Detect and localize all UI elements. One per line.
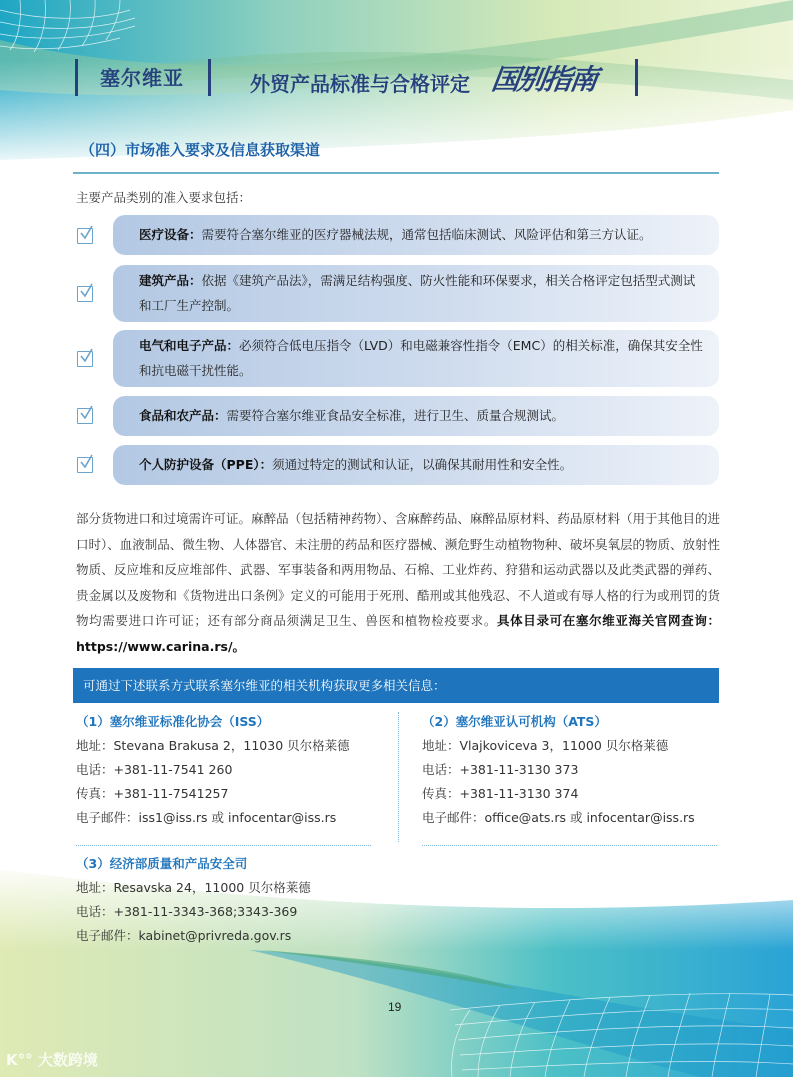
requirement-item xyxy=(73,215,719,255)
header-title: 外贸产品标准与合格评定 xyxy=(250,72,470,96)
org-address: 地址：Stevana Brakusa 2，11030 贝尔格莱德 xyxy=(76,738,350,753)
section-title: （四）市场准入要求及信息获取渠道 xyxy=(80,141,321,159)
import-license-paragraph xyxy=(76,506,720,659)
section-intro: 主要产品类别的准入要求包括： xyxy=(76,190,252,205)
dotted-divider xyxy=(76,845,371,846)
watermark-logo xyxy=(6,1049,98,1070)
header-country: 塞尔维亚 xyxy=(100,66,184,90)
org-phone: 电话：+381-11-3130 373 xyxy=(422,762,579,777)
customs-link-text: 具体目录可在塞尔维亚海关官网查询：https://www.carina.rs/。 xyxy=(76,613,720,654)
contact-banner: 可通过下述联系方式联系塞尔维亚的相关机构获取更多相关信息： xyxy=(73,668,719,703)
page-number: 19 xyxy=(388,1000,402,1014)
requirement-item xyxy=(73,330,719,387)
requirement-box xyxy=(113,445,719,485)
requirement-box xyxy=(113,396,719,436)
org-address: 地址：Vlajkoviceva 3，11000 贝尔格莱德 xyxy=(422,738,669,753)
checkbox-checked-icon xyxy=(77,351,93,367)
org-fax: 传真：+381-11-7541257 xyxy=(76,786,229,801)
requirement-box xyxy=(113,265,719,322)
requirement-label: 食品和农产品： xyxy=(139,408,227,423)
org-title: （2）塞尔维亚认可机构（ATS） xyxy=(422,714,607,729)
requirement-text: 依据《建筑产品法》，需满足结构强度、防火性能和环保要求，相关合格评定包括型式测试和工厂生产控制。 xyxy=(139,273,696,313)
requirement-label: 医疗设备： xyxy=(139,227,202,242)
org-title: （3）经济部质量和产品安全司 xyxy=(76,856,248,871)
requirement-label: 个人防护设备（PPE）： xyxy=(139,457,273,472)
contact-org-ats xyxy=(422,710,695,830)
requirement-text: 必须符合低电压指令（LVD）和电磁兼容性指令（EMC）的相关标准，确保其安全性和抗电磁干扰性能。 xyxy=(139,338,703,378)
contact-org-iss xyxy=(76,710,350,830)
org-fax: 传真：+381-11-3130 374 xyxy=(422,786,579,801)
dotted-divider xyxy=(422,845,717,846)
org-email: 电子邮件：iss1@iss.rs 或 infocentar@iss.rs xyxy=(76,810,337,825)
requirement-box xyxy=(113,215,719,255)
checkbox-checked-icon xyxy=(77,286,93,302)
requirement-item xyxy=(73,396,719,436)
requirement-label: 建筑产品： xyxy=(139,273,202,288)
watermark-icon: K°° xyxy=(6,1051,33,1069)
org-title: （1）塞尔维亚标准化协会（ISS） xyxy=(76,714,270,729)
header-title-script: 国别指南 xyxy=(489,63,599,96)
checkbox-checked-icon xyxy=(77,228,93,244)
org-address: 地址：Resavska 24，11000 贝尔格莱德 xyxy=(76,880,311,895)
requirement-box xyxy=(113,330,719,387)
requirement-label: 电气和电子产品： xyxy=(139,338,240,353)
org-email: 电子邮件：office@ats.rs 或 infocentar@iss.rs xyxy=(422,810,695,825)
org-phone: 电话：+381-11-3343-368;3343-369 xyxy=(76,904,298,919)
paragraph-text: 部分货物进口和过境需许可证。麻醉品（包括精神药物）、含麻醉药品、麻醉品原材料、药品原材料（用于其他目的进口时）、血液制品、微生物、人体器官、未注册的药品和医疗器械、濒危野生动植物物种、破坏臭氧层的物质、放射性物质、反应堆和反应堆部件、武器、军事装备和两用物品、石棉、工业炸药、狩猎和运动武器以及此类武器的弹药、贵金属以及废物和《货物进出口条例》定义的可能用于死刑、酷刑或其他残忍、不人道或有辱人格的行为或刑罚的货物均需要进口许可证；还有部分商品须满足卫生、兽医和植物检疫要求。 xyxy=(76,511,720,628)
contact-org-ministry xyxy=(76,852,311,948)
column-divider xyxy=(398,712,399,842)
checkbox-checked-icon xyxy=(77,457,93,473)
org-phone: 电话：+381-11-7541 260 xyxy=(76,762,233,777)
org-email: 电子邮件：kabinet@privreda.gov.rs xyxy=(76,928,292,943)
watermark-text: 大数跨境 xyxy=(37,1051,98,1069)
requirement-item xyxy=(73,445,719,485)
section-divider xyxy=(73,172,719,174)
checkbox-checked-icon xyxy=(77,408,93,424)
requirement-text: 需要符合塞尔维亚的医疗器械法规，通常包括临床测试、风险评估和第三方认证。 xyxy=(201,227,652,242)
requirement-text: 需要符合塞尔维亚食品安全标准，进行卫生、质量合规测试。 xyxy=(226,408,565,423)
requirement-text: 须通过特定的测试和认证，以确保其耐用性和安全性。 xyxy=(272,457,573,472)
requirement-item xyxy=(73,265,719,322)
